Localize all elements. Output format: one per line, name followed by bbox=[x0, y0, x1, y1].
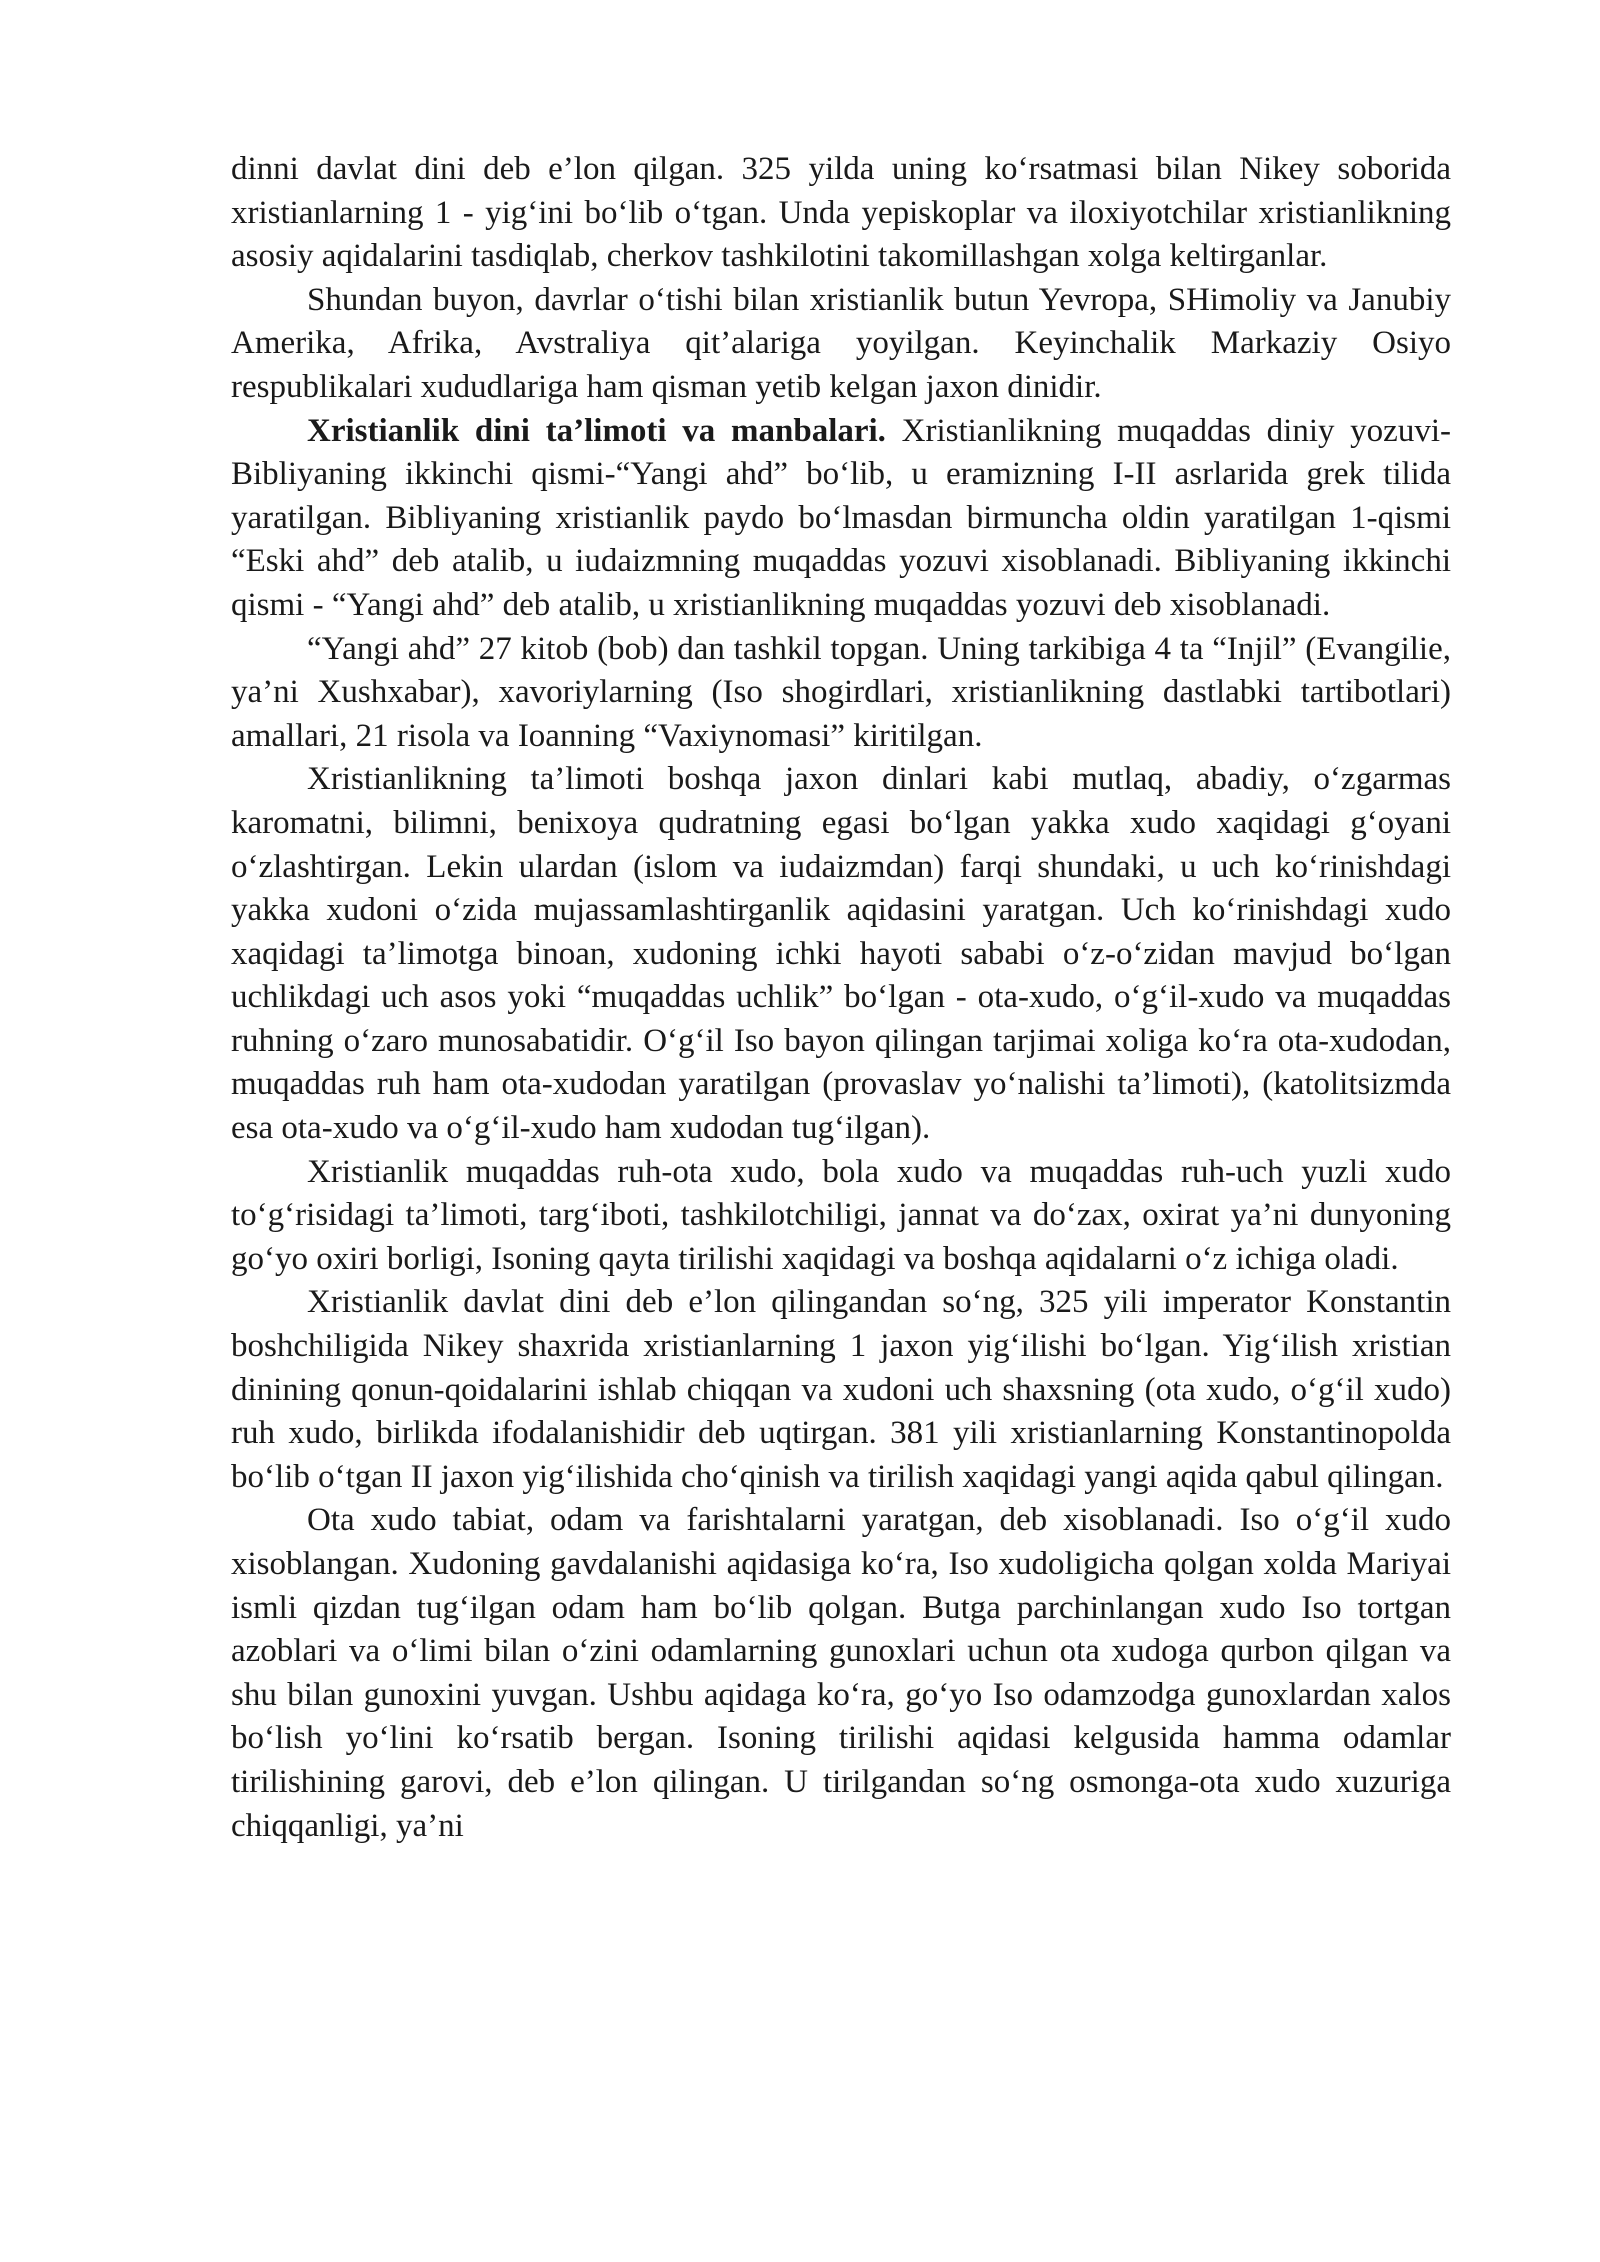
section-heading: Xristianlik dini ta’limoti va manbalari. bbox=[307, 412, 886, 449]
document-page bbox=[231, 148, 1451, 1848]
paragraph-6: Xristianlik muqaddas ruh-ota xudo, bola xudo va muqaddas ruh-uch yuzli xudo to‘g‘risidagi ta’limoti, targ‘iboti, tashkilotchiligi, jannat va do‘zax, oxirat ya’ni dunyoning go‘yo oxiri borligi, Isoning qayta tirilishi xaqidagi va boshqa aqidalarni o‘z ichiga oladi. bbox=[231, 1153, 1451, 1277]
paragraph-7: Xristianlik davlat dini deb e’lon qilingandan so‘ng, 325 yili imperator Konstantin boshchiligida Nikey shaxrida xristianlarning 1 jaxon yig‘ilishi bo‘lgan. Yig‘ilish xristian dinining qonun-qoidalarini ishlab chiqqan va xudoni uch shaxsning (ota xudo, o‘g‘il xudo) ruh xudo, birlikda ifodalanishidir deb uqtirgan. 381 yili xristianlarning Konstantinopolda bo‘lib o‘tgan II jaxon yig‘ilishida cho‘qinish va tirilish xaqidagi yangi aqida qabul qilingan. bbox=[231, 1284, 1451, 1495]
paragraph-4: “Yangi ahd” 27 kitob (bob) dan tashkil topgan. Uning tarkibiga 4 ta “Injil” (Evangilie, ya’ni Xushxabar), xavoriylarning (Iso shogirdlari, xristianlikning dastlabki tartibotlari) amallari, 21 risola va Ioanning “Vaxiynomasi” kiritilgan. bbox=[231, 630, 1451, 754]
paragraph-3 bbox=[231, 410, 1451, 628]
paragraph-3-text: Xristianlikning muqaddas diniy yozuvi-Bibliyaning ikkinchi qismi-“Yangi ahd” bo‘lib, u eramizning I-II asrlarida grek tilida yaratilgan. Bibliyaning xristianlik paydo bo‘lmasdan birmuncha oldin yaratilgan 1-qismi “Eski ahd” deb atalib, u iudaizmning muqaddas yozuvi xisoblanadi. Bibliyaning ikkinchi qismi - “Yangi ahd” deb atalib, u xristianlikning muqaddas yozuvi deb xisoblanadi. bbox=[231, 412, 1451, 623]
paragraph-2: Shundan buyon, davrlar o‘tishi bilan xristianlik butun Yevropa, SHimoliy va Janubiy Amerika, Afrika, Avstraliya qit’alariga yoyilgan. Keyinchalik Markaziy Osiyo respublikalari xududlariga ham qisman yetib kelgan jaxon dinidir. bbox=[231, 281, 1451, 405]
paragraph-5: Xristianlikning ta’limoti boshqa jaxon dinlari kabi mutlaq, abadiy, o‘zgarmas karomatni, bilimni, benixoya qudratning egasi bo‘lgan yakka xudo xaqidagi g‘oyani o‘zlashtirgan. Lekin ulardan (islom va iudaizmdan) farqi shundaki, u uch ko‘rinishdagi yakka xudoni o‘zida mujassamlashtirganlik aqidasini yaratgan. Uch ko‘rinishdagi xudo xaqidagi ta’limotga binoan, xudoning ichki hayoti sababi o‘z-o‘zidan mavjud bo‘lgan uchlikdagi uch asos yoki “muqaddas uchlik” bo‘lgan - ota-xudo, o‘g‘il-xudo va muqaddas ruhning o‘zaro munosabatidir. O‘g‘il Iso bayon qilingan tarjimai xoliga ko‘ra ota-xudodan, muqaddas ruh ham ota-xudodan yaratilgan (provaslav yo‘nalishi ta’limoti), (katolitsizmda esa ota-xudo va o‘g‘il-xudo ham xudodan tug‘ilgan). bbox=[231, 761, 1451, 1147]
paragraph-1: dinni davlat dini deb e’lon qilgan. 325 yilda uning ko‘rsatmasi bilan Nikey soborida xristianlarning 1 - yig‘ini bo‘lib o‘tgan. Unda yepiskoplar va iloxiyotchilar xristianlikning asosiy aqidalarini tasdiqlab, cherkov tashkilotini takomillashgan xolga keltirganlar. bbox=[231, 151, 1451, 275]
paragraph-8: Ota xudo tabiat, odam va farishtalarni yaratgan, deb xisoblanadi. Iso o‘g‘il xudo xisoblangan. Xudoning gavdalanishi aqidasiga ko‘ra, Iso xudoligicha qolgan xolda Mariyai ismli qizdan tug‘ilgan odam ham bo‘lib qolgan. Butga parchinlangan xudo Iso tortgan azoblari va o‘limi bilan o‘zini odamlarning gunoxlari uchun ota xudoga qurbon qilgan va shu bilan gunoxini yuvgan. Ushbu aqidaga ko‘ra, go‘yo Iso odamzodga gunoxlardan xalos bo‘lish yo‘lini ko‘rsatib bergan. Isoning tirilishi aqidasi kelgusida hamma odamlar tirilishining garovi, deb e’lon qilingan. U tirilgandan so‘ng osmonga-ota xudo xuzuriga chiqqanligi, ya’ni bbox=[231, 1502, 1451, 1844]
